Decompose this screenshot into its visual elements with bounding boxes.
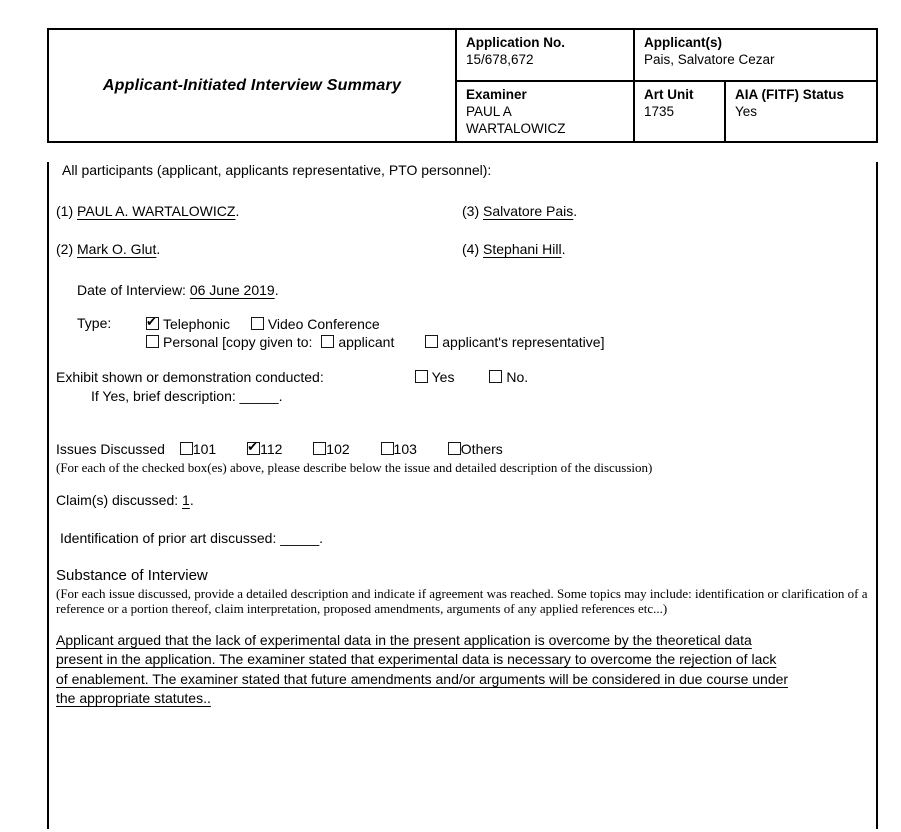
substance-line: the appropriate statutes..: [56, 689, 211, 706]
participants-heading: All participants (applicant, applicants representative, PTO personnel):: [62, 162, 492, 178]
type-section: [77, 315, 868, 351]
header-table: [47, 28, 878, 143]
exhibit-yes-checkbox: [415, 370, 428, 383]
issues-discussed-section: [56, 441, 868, 458]
application-no-value: 15/678,672: [466, 52, 534, 67]
participant-1: (1) PAUL A. WARTALOWICZ.: [56, 203, 240, 219]
issue-112-checkbox: [247, 442, 260, 455]
checkbox-issue-101: 101: [180, 441, 216, 457]
telephonic-checkbox: [146, 317, 159, 330]
application-no-label: Application No.: [466, 35, 565, 50]
participant-3: (3) Salvatore Pais.: [462, 203, 578, 219]
participants-row-2: [56, 241, 868, 258]
checkbox-issue-112: ✔ 112: [247, 441, 282, 457]
checkbox-exhibit-yes: Yes: [415, 369, 455, 385]
participant-2: (2) Mark O. Glut.: [56, 241, 161, 257]
claims-discussed: Claim(s) discussed: 1.: [56, 492, 194, 508]
applicants-value: Pais, Salvatore Cezar: [644, 52, 775, 67]
substance-note: (For each issue discussed, provide a detailed description and indicate if agreement was reached. Some topics may include: identification or clarification of a reference or a portion thereof, claim interpretation, proposed amendments, arguments of any applied references etc...): [56, 586, 868, 616]
checkbox-issue-102: 102: [313, 441, 349, 457]
issues-note: (For each of the checked box(es) above, please describe below the issue and detailed description of the discussion): [56, 460, 653, 475]
claims-discussed-value: 1: [182, 492, 190, 508]
video-conference-checkbox: [251, 317, 264, 330]
exhibit-label: Exhibit shown or demonstration conducted:: [56, 369, 324, 385]
date-of-interview-value: 06 June 2019: [189, 282, 275, 298]
participant-2-name: Mark O. Glut: [77, 241, 157, 257]
participant-3-name: Salvatore Pais: [483, 203, 574, 219]
issue-102-checkbox: [313, 442, 326, 455]
type-label: Type:: [77, 315, 112, 331]
form-body: [47, 162, 878, 829]
personal-checkbox: [146, 335, 159, 348]
art-unit-cell: [633, 80, 724, 141]
date-of-interview: Date of Interview: 06 June 2019.: [77, 282, 279, 298]
checkbox-issue-103: 103: [381, 441, 417, 457]
form-title: Applicant-Initiated Interview Summary: [102, 76, 402, 94]
checkbox-exhibit-no: No.: [489, 369, 528, 385]
substance-paragraph: [56, 631, 868, 708]
aia-status-cell: [724, 80, 876, 141]
applicant-checkbox: [321, 335, 334, 348]
issue-101-checkbox: [180, 442, 193, 455]
substance-line: present in the application. The examiner stated that experimental data is necessary to overcome the rejection of lack: [56, 651, 777, 668]
prior-art-discussed: Identification of prior art discussed: _____.: [60, 530, 324, 546]
issues-discussed-label: Issues Discussed: [56, 441, 165, 457]
checkbox-telephonic: ✔ Telephonic: [146, 316, 230, 332]
interview-summary-form: [47, 28, 878, 829]
examiner-label: Examiner: [466, 87, 527, 102]
substance-heading: Substance of Interview: [56, 567, 208, 584]
participant-4-name: Stephani Hill: [483, 241, 562, 257]
applicants-cell: [633, 30, 876, 80]
issue-others-checkbox: [448, 442, 461, 455]
participant-1-name: PAUL A. WARTALOWICZ: [77, 203, 236, 219]
type-line-2: [146, 333, 604, 351]
applicant-representative-checkbox: [425, 335, 438, 348]
form-title-cell: [49, 30, 455, 141]
participant-4: (4) Stephani Hill.: [462, 241, 566, 257]
examiner-cell: [455, 80, 633, 141]
substance-line: Applicant argued that the lack of experimental data in the present application is overcome by the theoretical data: [56, 632, 752, 648]
applicants-label: Applicant(s): [644, 35, 723, 50]
aia-status-value: Yes: [735, 104, 758, 119]
if-yes-description: If Yes, brief description: _____.: [91, 388, 283, 404]
participants-row-1: [56, 203, 868, 220]
checkbox-personal: Personal [copy given to:: [146, 334, 312, 350]
issue-103-checkbox: [381, 442, 394, 455]
substance-line: of enablement. The examiner stated that future amendments and/or arguments will be considered in due course under: [56, 670, 789, 687]
checkbox-issue-others: Others: [448, 441, 503, 457]
art-unit-value: 1735: [644, 104, 675, 119]
aia-status-label: AIA (FITF) Status: [735, 87, 844, 102]
checkbox-applicant-representative: applicant's representative]: [425, 334, 604, 350]
application-no-cell: [455, 30, 633, 80]
art-unit-label: Art Unit: [644, 87, 694, 102]
type-line-1: [146, 315, 604, 333]
checkbox-video-conference: Video Conference: [251, 316, 380, 332]
prior-art-value: _____.: [280, 530, 324, 546]
exhibit-no-checkbox: [489, 370, 502, 383]
checkbox-applicant: applicant: [321, 334, 394, 350]
examiner-value: PAUL A WARTALOWICZ: [466, 104, 566, 136]
exhibit-section: [56, 369, 868, 386]
